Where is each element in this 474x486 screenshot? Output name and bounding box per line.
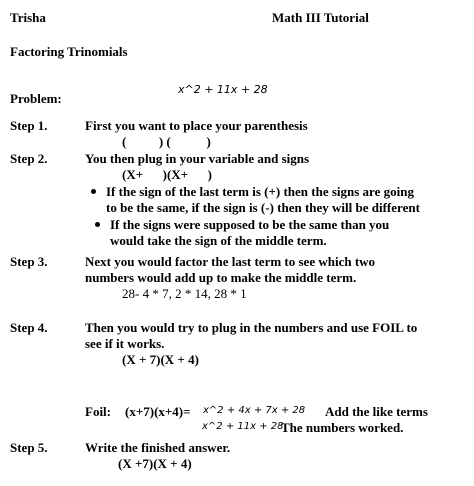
step-4-text-1: Then you would try to plug in the numbers and use FOIL to bbox=[85, 320, 418, 335]
step-2-variables: (X+ )(X+ ) bbox=[122, 167, 212, 182]
foil-note-worked: The numbers worked. bbox=[281, 420, 404, 435]
problem-expression: x^2 + 11x + 28 bbox=[178, 83, 268, 96]
bullet-icon bbox=[91, 189, 96, 194]
step-5-label: Step 5. bbox=[10, 440, 48, 455]
step-2-bullet-1-line-1: If the sign of the last term is (+) then the signs are going bbox=[106, 184, 414, 199]
step-5-text: Write the finished answer. bbox=[85, 440, 231, 455]
step-3-text-1: Next you would factor the last term to see which two bbox=[85, 254, 376, 269]
foil-product: (x+7)(x+4)= bbox=[125, 404, 191, 419]
step-4-label: Step 4. bbox=[10, 320, 48, 335]
step-2-label: Step 2. bbox=[10, 151, 48, 166]
step-5-answer: (X +7)(X + 4) bbox=[118, 456, 192, 471]
step-2-bullet-2-line-2: would take the sign of the middle term. bbox=[110, 233, 327, 248]
foil-expanded: x^2 + 4x + 7x + 28 bbox=[203, 405, 306, 416]
step-4-binomials: (X + 7)(X + 4) bbox=[122, 352, 199, 367]
foil-label: Foil: bbox=[85, 404, 111, 419]
step-2-bullet-2-line-1: If the signs were supposed to be the same than you bbox=[110, 217, 390, 232]
step-1-parentheses: ( ) ( ) bbox=[122, 134, 211, 149]
course-title: Math III Tutorial bbox=[272, 10, 369, 25]
step-1-text: First you want to place your parenthesis bbox=[85, 118, 308, 133]
step-4-text-2: see if it works. bbox=[85, 336, 165, 351]
step-3-factors: 28- 4 * 7, 2 * 14, 28 * 1 bbox=[122, 286, 247, 301]
step-2-bullet-1-line-2: to be the same, if the sign is (-) then they will be different bbox=[106, 200, 420, 215]
step-1-label: Step 1. bbox=[10, 118, 48, 133]
page-title: Factoring Trinomials bbox=[10, 44, 128, 59]
author-name: Trisha bbox=[10, 10, 46, 25]
foil-note-like-terms: Add the like terms bbox=[325, 404, 428, 419]
bullet-icon bbox=[95, 222, 100, 227]
step-2-text: You then plug in your variable and signs bbox=[85, 151, 310, 166]
step-3-text-2: numbers would add up to make the middle term. bbox=[85, 270, 357, 285]
foil-combined: x^2 + 11x + 28 bbox=[202, 421, 284, 432]
step-3-label: Step 3. bbox=[10, 254, 48, 269]
problem-label: Problem: bbox=[10, 91, 62, 106]
